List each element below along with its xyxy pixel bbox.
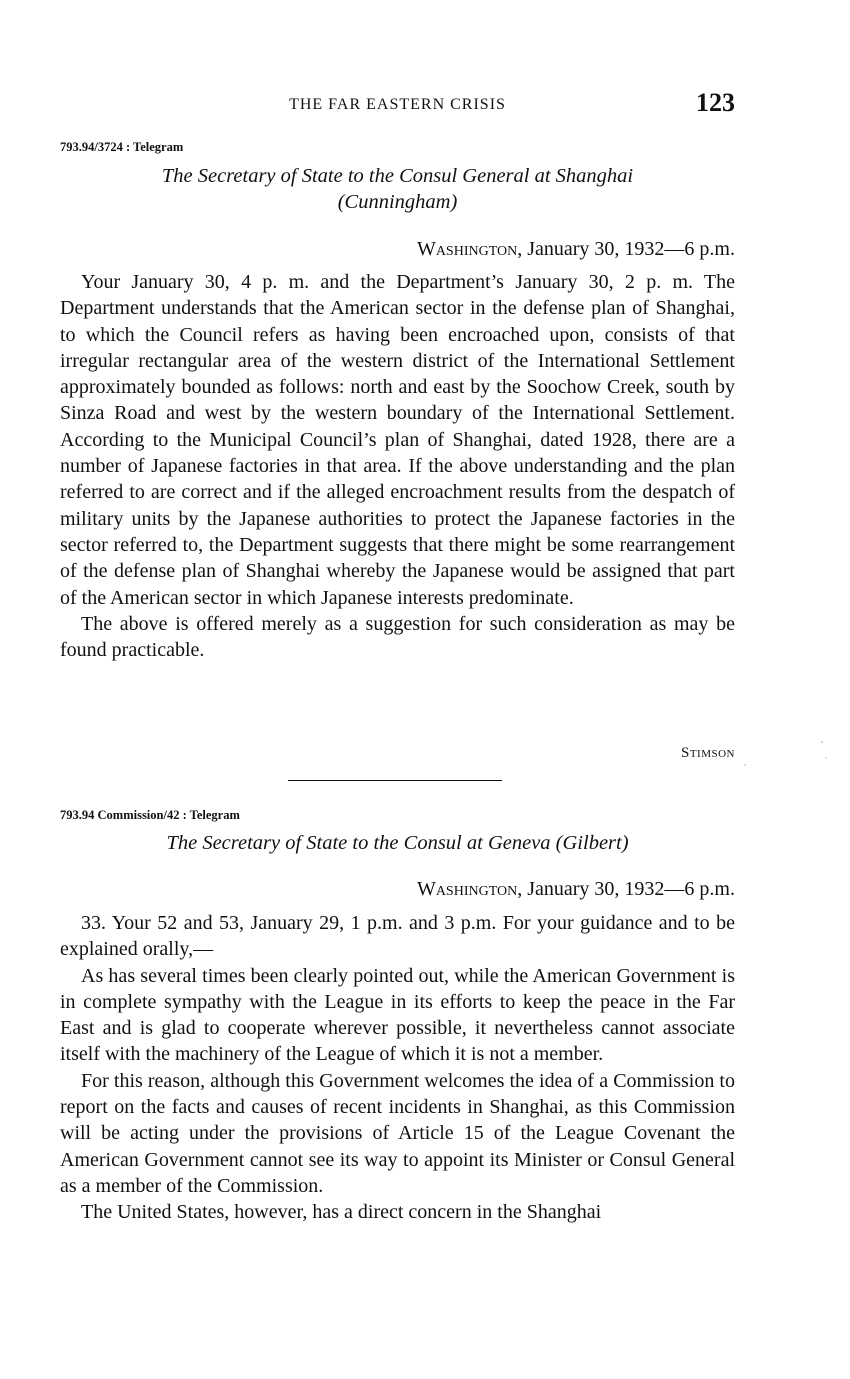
doc1-dateline-place: Washington, <box>416 238 523 260</box>
doc2-file-no: 793.94 Commission/42 : Telegram <box>60 808 240 822</box>
doc1-paragraph-2: The above is offered merely as a suggestion for such consideration as may be found practicable. <box>60 612 735 662</box>
doc2-dateline-place: Washington, <box>416 878 523 900</box>
doc1-heading-line2: (Cunningham) <box>337 191 458 213</box>
running-head <box>60 88 735 122</box>
doc2-paragraph-1: 33. Your 52 and 53, January 29, 1 p.m. and 3 p.m. For your guidance and to be explained orally,— <box>60 912 735 961</box>
doc1-signature: Stimson <box>680 745 735 761</box>
doc2-paragraph-3: For this reason, although this Government welcomes the idea of a Commission to report on the facts and causes of recent incidents in Shanghai, as this Commission will be acting under the provisions of Article 15 of the League Covenant the American Government cannot see its way to appoint its Minister or Consul General as a member of the Commission. <box>60 1069 735 1197</box>
doc2-heading: The Secretary of State to the Consul at Geneva (Gilbert) <box>166 832 629 854</box>
doc2-body <box>60 910 735 1226</box>
doc1-paragraph-1: Your January 30, 4 p. m. and the Department’s January 30, 2 p. m. The Department understands that the American sector in the defense plan of Shanghai, to which the Council refers as having been encroached upon, consists of that irregular rectangular area of the western district of the International Settlement approximately bounded as follows: north and east by the Soochow Creek, south by Sinza Road and west by the western boundary of the International Settlement. According to the Municipal Council’s plan of Shanghai, dated 1928, there are a number of Japanese factories in that area. If the above understanding and the plan referred to are correct and if the alleged encroachment results from the despatch of military units by the Japanese authorities to protect the Japanese factories in the sector referred to, the Department suggests that there might be some rearrangement of the defense plan of Shanghai whereby the Japanese would be assigned that part of the American sector in which Japanese interests predominate. <box>60 271 735 609</box>
doc2-paragraph-4: The United States, however, has a direct concern in the Shanghai <box>81 1201 602 1224</box>
doc1-heading-line1: The Secretary of State to the Consul General at Shanghai <box>161 165 634 187</box>
doc1-dateline-date: January 30, 1932—6 p.m. <box>522 238 735 260</box>
doc2-dateline-date: January 30, 1932—6 p.m. <box>522 878 735 900</box>
doc1-body <box>60 269 735 663</box>
doc1-file-no: 793.94/3724 : Telegram <box>60 140 184 154</box>
doc1-dateline <box>60 236 735 262</box>
running-title: THE FAR EASTERN CRISIS <box>289 96 506 113</box>
doc2-dateline <box>60 876 735 902</box>
page-number: 123 <box>696 88 735 117</box>
section-divider <box>288 780 502 781</box>
doc1-heading <box>60 163 735 215</box>
doc2-paragraph-2: As has several times been clearly pointed out, while the American Government is in complete sympathy with the League in its efforts to keep the peace in the Far East and is glad to cooperate wherever possible, it nevertheless cannot associate itself with the machinery of the League of which it is not a member. <box>60 964 735 1066</box>
